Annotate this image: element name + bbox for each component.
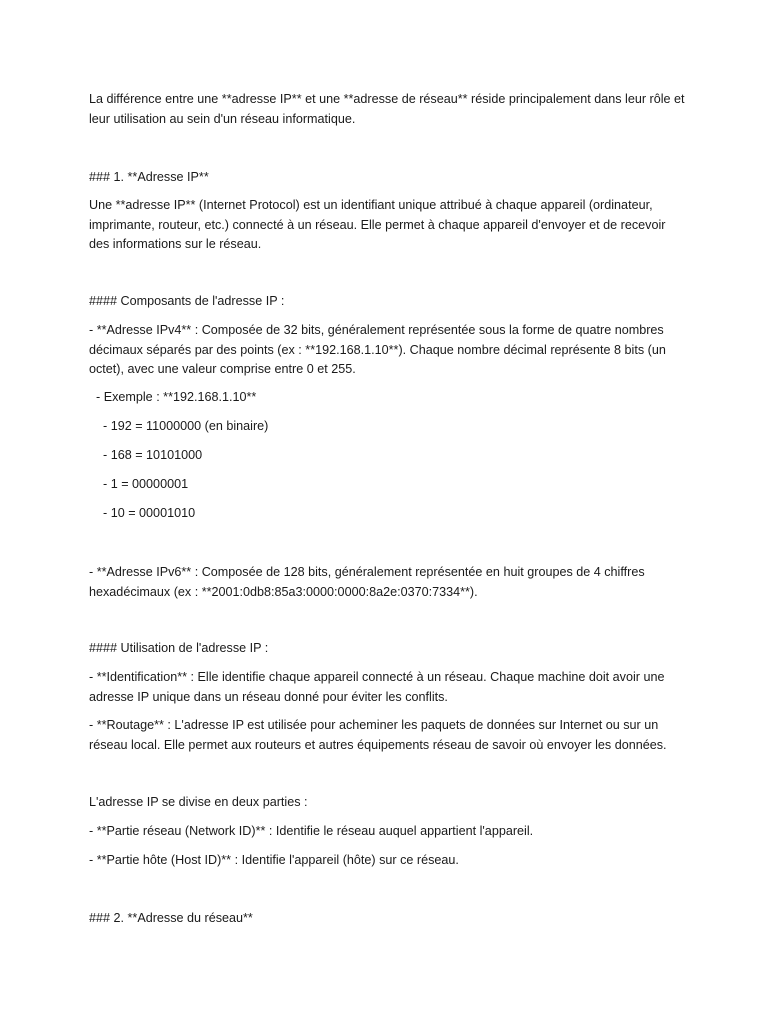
- binary-item-192: - 192 = 11000000 (en binaire): [89, 419, 269, 433]
- intro-paragraph: La différence entre une **adresse IP** et une **adresse de réseau** réside principalement dans leur rôle et leur utilisation au sein d'un réseau informatique.: [89, 92, 689, 126]
- parts-intro: L'adresse IP se divise en deux parties :: [89, 795, 308, 809]
- section-2-heading: ### 2. **Adresse du réseau**: [89, 911, 253, 925]
- usage-heading: #### Utilisation de l'adresse IP :: [89, 641, 269, 655]
- ipv4-item: - **Adresse IPv4** : Composée de 32 bits, généralement représentée sous la forme de quatre nombres décimaux séparés par des points (ex : **192.168.1.10**). Chaque nombre décimal représente 8 bits (un octet), avec une valeur comprise entre 0 et 255.: [89, 323, 670, 376]
- binary-item-10: - 10 = 00001010: [89, 506, 196, 520]
- binary-item-168: - 168 = 10101000: [89, 448, 203, 462]
- identification-item: - **Identification** : Elle identifie chaque appareil connecté à un réseau. Chaque machine doit avoir une adresse IP unique dans un réseau donné pour éviter les conflits.: [89, 670, 668, 704]
- ipv6-item: - **Adresse IPv6** : Composée de 128 bits, généralement représentée en huit groupes de 4 chiffres hexadécimaux (ex : **2001:0db8:85a3:0000:0000:8a2e:0370:7334**).: [89, 565, 649, 599]
- binary-item-1: - 1 = 00000001: [89, 477, 189, 491]
- section-1-heading: ### 1. **Adresse IP**: [89, 170, 209, 184]
- ip-definition-paragraph: Une **adresse IP** (Internet Protocol) est un identifiant unique attribué à chaque appareil (ordinateur, imprimante, routeur, etc.) connecté à un réseau. Elle permet à chaque appareil d'envoyer et de recevoir des informations sur le réseau.: [89, 198, 669, 251]
- network-part-item: - **Partie réseau (Network ID)** : Identifie le réseau auquel appartient l'appareil.: [89, 824, 534, 838]
- components-heading: #### Composants de l'adresse IP :: [89, 294, 285, 308]
- example-item: - Exemple : **192.168.1.10**: [89, 390, 257, 404]
- host-part-item: - **Partie hôte (Host ID)** : Identifie l'appareil (hôte) sur ce réseau.: [89, 853, 459, 867]
- routing-item: - **Routage** : L'adresse IP est utilisée pour acheminer les paquets de données sur Internet ou sur un réseau local. Elle permet aux routeurs et autres équipements réseau de savoir où envoyer les données.: [89, 718, 667, 752]
